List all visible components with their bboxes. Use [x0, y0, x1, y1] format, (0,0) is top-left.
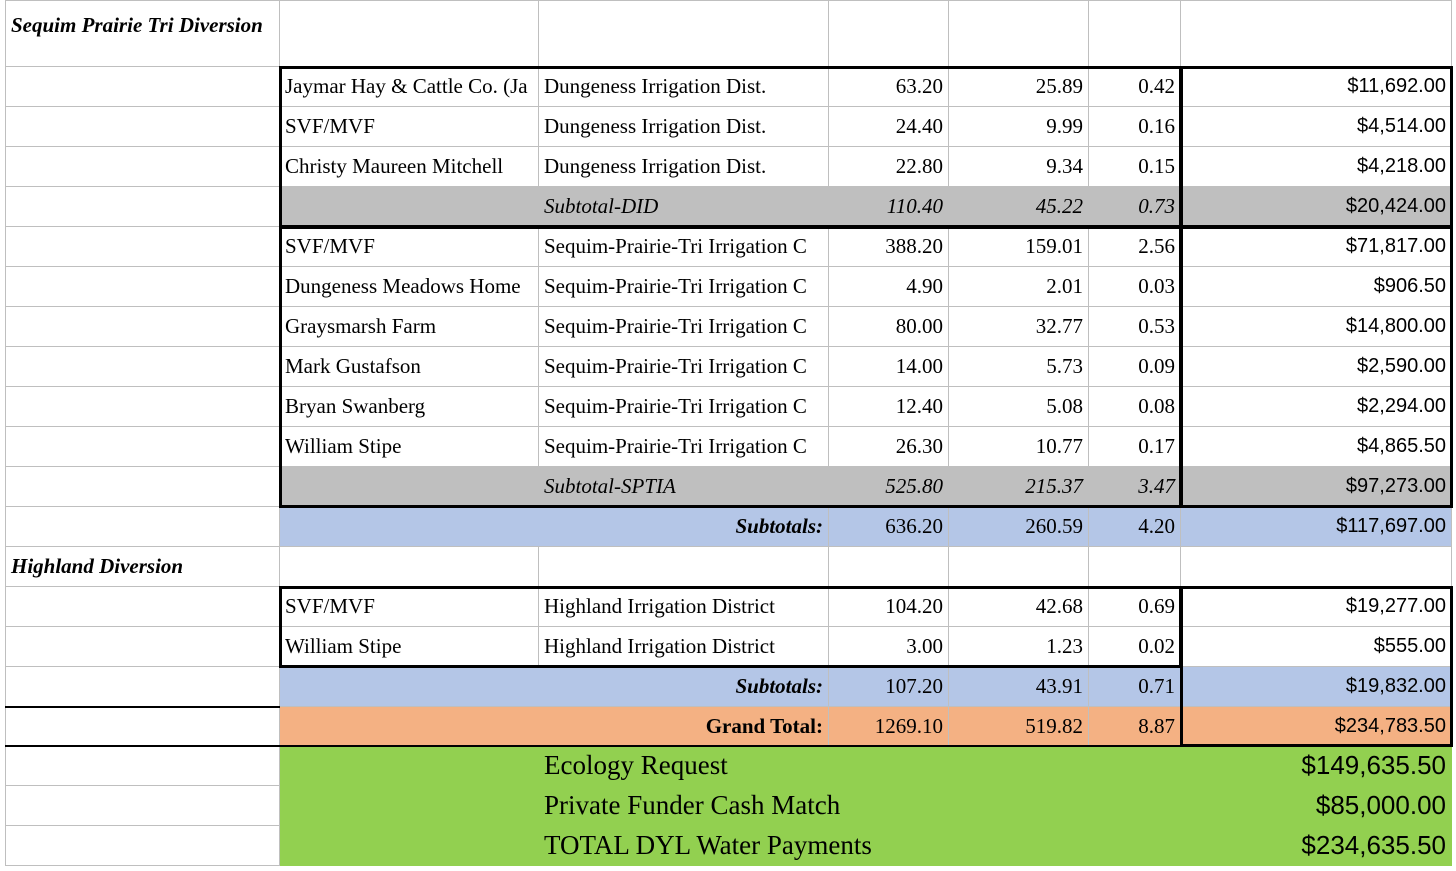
value-cell-2[interactable]: 5.73: [949, 347, 1089, 387]
subtotal-did-amount[interactable]: $20,424.00: [1181, 187, 1452, 227]
subtotal-sptia-amount[interactable]: $97,273.00: [1181, 467, 1452, 507]
subtotals-sequim-value-1[interactable]: 636.20: [829, 507, 949, 547]
empty-cell[interactable]: [5, 227, 280, 267]
owner-cell[interactable]: Graysmarsh Farm: [280, 307, 539, 347]
owner-cell[interactable]: William Stipe: [280, 627, 539, 667]
funding-label[interactable]: Private Funder Cash Match: [539, 786, 1181, 826]
subtotals-highland-amount[interactable]: $19,832.00: [1181, 667, 1452, 707]
section-title-sequim[interactable]: Sequim Prairie Tri Diversion: [5, 0, 280, 67]
value-cell-2[interactable]: 10.77: [949, 427, 1089, 467]
empty-cell[interactable]: [280, 786, 539, 826]
owner-cell[interactable]: Mark Gustafson: [280, 347, 539, 387]
empty-cell[interactable]: [5, 147, 280, 187]
amount-cell[interactable]: $906.50: [1181, 267, 1452, 307]
value-cell-2[interactable]: 1.23: [949, 627, 1089, 667]
value-cell-3[interactable]: 0.09: [1089, 347, 1181, 387]
owner-cell[interactable]: William Stipe: [280, 427, 539, 467]
value-cell-1[interactable]: 63.20: [829, 67, 949, 107]
amount-cell[interactable]: $2,294.00: [1181, 387, 1452, 427]
empty-cell[interactable]: [5, 387, 280, 427]
district-cell[interactable]: Sequim-Prairie-Tri Irrigation C: [539, 387, 829, 427]
empty-cell[interactable]: [949, 547, 1089, 587]
empty-cell[interactable]: [539, 547, 829, 587]
grand-total-value-1[interactable]: 1269.10: [829, 707, 949, 746]
district-cell[interactable]: Sequim-Prairie-Tri Irrigation C: [539, 347, 829, 387]
funding-amount[interactable]: $149,635.50: [1181, 746, 1452, 786]
empty-cell[interactable]: [280, 547, 539, 587]
value-cell-2[interactable]: 25.89: [949, 67, 1089, 107]
district-cell[interactable]: Sequim-Prairie-Tri Irrigation C: [539, 267, 829, 307]
value-cell-3[interactable]: 0.03: [1089, 267, 1181, 307]
empty-cell[interactable]: [5, 667, 280, 707]
empty-cell[interactable]: [5, 587, 280, 627]
empty-cell[interactable]: [5, 187, 280, 227]
subtotal-did-value-3[interactable]: 0.73: [1089, 187, 1181, 227]
value-cell-1[interactable]: 22.80: [829, 147, 949, 187]
value-cell-1[interactable]: 26.30: [829, 427, 949, 467]
value-cell-3[interactable]: 0.15: [1089, 147, 1181, 187]
subtotal-did-label[interactable]: Subtotal-DID: [539, 187, 829, 227]
value-cell-1[interactable]: 80.00: [829, 307, 949, 347]
grand-total-value-3[interactable]: 8.87: [1089, 707, 1181, 746]
subtotals-sequim-label[interactable]: Subtotals:: [280, 507, 829, 547]
value-cell-1[interactable]: 104.20: [829, 587, 949, 627]
empty-cell[interactable]: [5, 427, 280, 467]
value-cell-1[interactable]: 3.00: [829, 627, 949, 667]
subtotal-sptia-value-1[interactable]: 525.80: [829, 467, 949, 507]
empty-cell[interactable]: [280, 746, 539, 786]
value-cell-3[interactable]: 0.42: [1089, 67, 1181, 107]
owner-cell[interactable]: Bryan Swanberg: [280, 387, 539, 427]
grand-total-amount[interactable]: $234,783.50: [1181, 707, 1452, 746]
subtotals-sequim-amount[interactable]: $117,697.00: [1181, 507, 1452, 547]
empty-cell[interactable]: [5, 507, 280, 547]
empty-cell[interactable]: [5, 107, 280, 147]
value-cell-2[interactable]: 9.99: [949, 107, 1089, 147]
value-cell-2[interactable]: 9.34: [949, 147, 1089, 187]
funding-amount[interactable]: $85,000.00: [1181, 786, 1452, 826]
district-cell[interactable]: Dungeness Irrigation Dist.: [539, 147, 829, 187]
owner-cell[interactable]: Dungeness Meadows Home: [280, 267, 539, 307]
grand-total-value-2[interactable]: 519.82: [949, 707, 1089, 746]
funding-amount[interactable]: $234,635.50: [1181, 826, 1452, 866]
grand-total-label[interactable]: Grand Total:: [280, 707, 829, 746]
empty-cell[interactable]: [5, 467, 280, 507]
empty-cell[interactable]: [5, 307, 280, 347]
subtotal-sptia-value-3[interactable]: 3.47: [1089, 467, 1181, 507]
amount-cell[interactable]: $14,800.00: [1181, 307, 1452, 347]
row-divider: [5, 745, 1181, 747]
amount-cell[interactable]: $2,590.00: [1181, 347, 1452, 387]
value-cell-3[interactable]: 2.56: [1089, 227, 1181, 267]
amount-cell[interactable]: $19,277.00: [1181, 587, 1452, 627]
value-cell-3[interactable]: 0.17: [1089, 427, 1181, 467]
value-cell-2[interactable]: 42.68: [949, 587, 1089, 627]
empty-cell[interactable]: [1181, 547, 1452, 587]
subtotals-highland-value-2[interactable]: 43.91: [949, 667, 1089, 707]
subtotals-highland-value-1[interactable]: 107.20: [829, 667, 949, 707]
district-cell[interactable]: Highland Irrigation District: [539, 587, 829, 627]
empty-cell[interactable]: [539, 0, 829, 67]
value-cell-1[interactable]: 4.90: [829, 267, 949, 307]
value-cell-3[interactable]: 0.08: [1089, 387, 1181, 427]
subtotal-sptia-value-2[interactable]: 215.37: [949, 467, 1089, 507]
district-cell[interactable]: Highland Irrigation District: [539, 627, 829, 667]
amount-cell[interactable]: $4,514.00: [1181, 107, 1452, 147]
value-cell-2[interactable]: 5.08: [949, 387, 1089, 427]
value-cell-3[interactable]: 0.69: [1089, 587, 1181, 627]
value-cell-1[interactable]: 14.00: [829, 347, 949, 387]
value-cell-2[interactable]: 2.01: [949, 267, 1089, 307]
owner-cell[interactable]: SVF/MVF: [280, 107, 539, 147]
empty-cell[interactable]: [829, 547, 949, 587]
subtotal-did-value-1[interactable]: 110.40: [829, 187, 949, 227]
owner-cell[interactable]: Jaymar Hay & Cattle Co. (Ja: [280, 67, 539, 107]
empty-cell[interactable]: [5, 347, 280, 387]
amount-cell[interactable]: $11,692.00: [1181, 67, 1452, 107]
empty-cell[interactable]: [5, 707, 280, 746]
district-cell[interactable]: Sequim-Prairie-Tri Irrigation C: [539, 427, 829, 467]
section-title-highland[interactable]: Highland Diversion: [5, 547, 280, 587]
value-cell-2[interactable]: 159.01: [949, 227, 1089, 267]
subtotals-sequim-value-3[interactable]: 4.20: [1089, 507, 1181, 547]
amount-cell[interactable]: $71,817.00: [1181, 227, 1452, 267]
amount-cell[interactable]: $555.00: [1181, 627, 1452, 667]
empty-cell[interactable]: [949, 0, 1089, 67]
row-divider: [5, 706, 280, 708]
subtotals-highland-value-3[interactable]: 0.71: [1089, 667, 1181, 707]
empty-cell[interactable]: [280, 187, 539, 227]
value-cell-1[interactable]: 12.40: [829, 387, 949, 427]
funding-label[interactable]: Ecology Request: [539, 746, 1181, 786]
empty-cell[interactable]: [5, 746, 280, 786]
empty-cell[interactable]: [1181, 0, 1452, 67]
empty-cell[interactable]: [5, 826, 280, 866]
owner-cell[interactable]: SVF/MVF: [280, 227, 539, 267]
funding-label[interactable]: TOTAL DYL Water Payments: [539, 826, 1181, 866]
amount-cell[interactable]: $4,218.00: [1181, 147, 1452, 187]
value-cell-3[interactable]: 0.02: [1089, 627, 1181, 667]
district-cell[interactable]: Sequim-Prairie-Tri Irrigation C: [539, 227, 829, 267]
empty-cell[interactable]: [280, 467, 539, 507]
owner-cell[interactable]: Christy Maureen Mitchell: [280, 147, 539, 187]
value-cell-1[interactable]: 24.40: [829, 107, 949, 147]
subtotals-highland-label[interactable]: Subtotals:: [280, 667, 829, 707]
empty-cell[interactable]: [1089, 547, 1181, 587]
subtotal-sptia-label[interactable]: Subtotal-SPTIA: [539, 467, 829, 507]
empty-cell[interactable]: [5, 267, 280, 307]
district-cell[interactable]: Dungeness Irrigation Dist.: [539, 107, 829, 147]
empty-cell[interactable]: [5, 786, 280, 826]
district-cell[interactable]: Dungeness Irrigation Dist.: [539, 67, 829, 107]
empty-cell[interactable]: [5, 67, 280, 107]
empty-cell[interactable]: [1089, 0, 1181, 67]
empty-cell[interactable]: [280, 826, 539, 866]
district-cell[interactable]: Sequim-Prairie-Tri Irrigation C: [539, 307, 829, 347]
subtotals-sequim-value-2[interactable]: 260.59: [949, 507, 1089, 547]
empty-cell[interactable]: [829, 0, 949, 67]
value-cell-1[interactable]: 388.20: [829, 227, 949, 267]
value-cell-3[interactable]: 0.16: [1089, 107, 1181, 147]
owner-cell[interactable]: SVF/MVF: [280, 587, 539, 627]
amount-cell[interactable]: $4,865.50: [1181, 427, 1452, 467]
subtotal-did-value-2[interactable]: 45.22: [949, 187, 1089, 227]
value-cell-3[interactable]: 0.53: [1089, 307, 1181, 347]
value-cell-2[interactable]: 32.77: [949, 307, 1089, 347]
empty-cell[interactable]: [280, 0, 539, 67]
empty-cell[interactable]: [5, 627, 280, 667]
